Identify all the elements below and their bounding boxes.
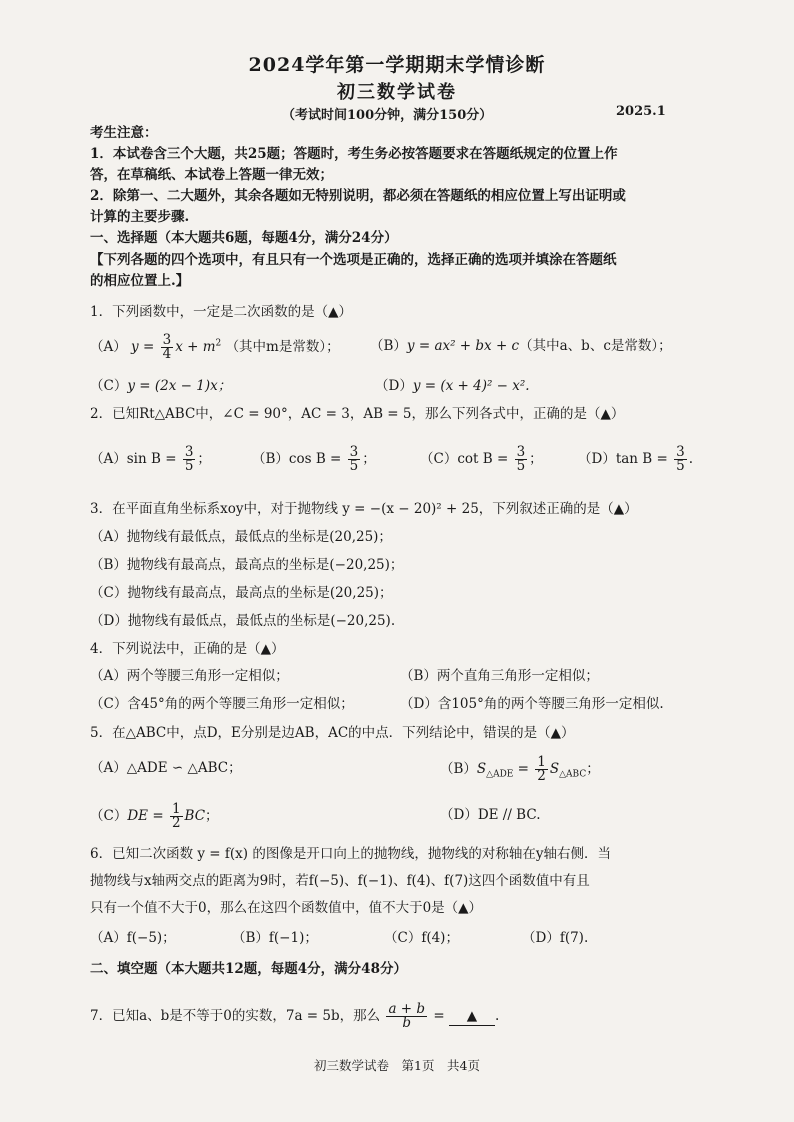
q3-stem: 3．在平面直角坐标系xoy中，对于抛物线 y = −(x − 20)² + 25，下列叙述正确的是（▲） bbox=[90, 501, 638, 517]
section1-instruction-1: 【下列各题的四个选项中，有且只有一个选项是正确的，选择正确的选项并填涂在答题纸 bbox=[90, 252, 617, 268]
notice-heading: 考生注意： bbox=[90, 125, 158, 141]
q5-stem: 5．在△ABC中，点D，E分别是边AB，AC的中点．下列结论中，错误的是（▲） bbox=[90, 725, 575, 741]
q7-answer-blank[interactable]: ▲ bbox=[449, 1007, 495, 1026]
q1-option-a: （A） y = $\frac{3}{4}$ $x + m^2$ （其中m是常数）； bbox=[90, 332, 340, 362]
q3-option-a: （A）抛物线有最低点，最低点的坐标是(20,25)； bbox=[90, 529, 392, 545]
q1-option-d: （D）y = (x + 4)² − x². bbox=[375, 378, 530, 394]
q5-option-a: （A）△ADE ∽ △ABC； bbox=[90, 760, 242, 776]
q2-option-b: （B）cos B = $\frac{3}{5}$ ； bbox=[252, 444, 376, 474]
q1-stem: 1．下列函数中，一定是二次函数的是（▲） bbox=[90, 304, 352, 320]
q3-option-d: （D）抛物线有最低点，最低点的坐标是(−20,25). bbox=[90, 613, 396, 629]
q6-line-3: 只有一个值不大于0，那么在这四个函数值中，值不大于0是（▲） bbox=[90, 900, 483, 916]
exam-title: 2024学年第一学期期末学情诊断 bbox=[248, 54, 546, 76]
q3-option-b: （B）抛物线有最高点，最高点的坐标是(−20,25)； bbox=[90, 557, 404, 573]
q2-stem: 2．已知Rt△ABC中，∠C = 90°，AC = 3，AB = 5，那么下列各式中，正确的是（▲） bbox=[90, 406, 625, 422]
q4-option-c: （C）含45°角的两个等腰三角形一定相似； bbox=[90, 696, 354, 712]
q4-option-a: （A）两个等腰三角形一定相似； bbox=[90, 668, 289, 684]
section1-heading: 一、选择题（本大题共6题，每题4分，满分24分） bbox=[90, 230, 398, 246]
exam-info: （考试时间100分钟，满分150分） bbox=[282, 108, 493, 123]
q4-option-b: （B）两个直角三角形一定相似； bbox=[400, 668, 599, 684]
q1-a-fraction: $\frac{3}{4}$ bbox=[162, 332, 172, 362]
q5-option-c: （C）DE = $\frac{1}{2}$ BC； bbox=[90, 801, 219, 831]
q6-line-1: 6．已知二次函数 y = f(x) 的图像是开口向上的抛物线，抛物线的对称轴在y轴右侧．当 bbox=[90, 846, 611, 862]
q7-fraction: $\frac{a + b}{b}$ bbox=[388, 1001, 426, 1031]
q1-option-c: （C）y = (2x − 1)x； bbox=[90, 378, 232, 394]
notice-line-4: 计算的主要步骤. bbox=[90, 209, 190, 225]
q6-option-d: （D）f(7). bbox=[522, 930, 589, 946]
q6-option-c: （C）f(4)； bbox=[384, 930, 459, 946]
q6-option-b: （B）f(−1)； bbox=[232, 930, 318, 946]
q2-option-a: （A）sin B = $\frac{3}{5}$ ； bbox=[90, 444, 211, 474]
section1-instruction-2: 的相应位置上.】 bbox=[90, 273, 190, 289]
q2-option-d: （D）tan B = $\frac{3}{5}$ . bbox=[578, 444, 693, 474]
notice-line-1: 1．本试卷含三个大题，共25题；答题时，考生务必按答题要求在答题纸规定的位置上作 bbox=[90, 146, 618, 162]
page-footer: 初三数学试卷 第1页 共4页 bbox=[314, 1058, 480, 1073]
section2-heading: 二、填空题（本大题共12题，每题4分，满分48分） bbox=[90, 961, 407, 977]
q4-option-d: （D）含105°角的两个等腰三角形一定相似. bbox=[400, 696, 664, 712]
notice-line-3: 2．除第一、二大题外，其余各题如无特别说明，都必须在答题纸的相应位置上写出证明或 bbox=[90, 188, 626, 204]
q7-stem: 7．已知a、b是不等于0的实数，7a = 5b，那么 $\frac{a + b}{b}$ = ▲ . bbox=[90, 1001, 500, 1031]
q5-option-d: （D）DE // BC. bbox=[440, 807, 541, 823]
q6-option-a: （A）f(−5)； bbox=[90, 930, 176, 946]
exam-date: 2025.1 bbox=[616, 104, 666, 119]
exam-subtitle: 初三数学试卷 bbox=[337, 82, 457, 103]
q4-stem: 4．下列说法中，正确的是（▲） bbox=[90, 641, 285, 657]
q2-option-c: （C）cot B = $\frac{3}{5}$ ； bbox=[420, 444, 543, 474]
notice-line-2: 答，在草稿纸、本试卷上答题一律无效； bbox=[90, 167, 333, 183]
q1-option-b: （B）y = ax² + bx + c（其中a、b、c是常数）； bbox=[370, 338, 672, 354]
q3-option-c: （C）抛物线有最高点，最高点的坐标是(20,25)； bbox=[90, 585, 393, 601]
q6-line-2: 抛物线与x轴两交点的距离为9时，若f(−5)、f(−1)、f(4)、f(7)这四个函数值中有且 bbox=[90, 873, 590, 889]
q5-option-b: $(B)S_{\triangle ADE}$ = $\frac{1}{2}$ $S_{\triangle ABC}$； bbox=[440, 754, 600, 784]
